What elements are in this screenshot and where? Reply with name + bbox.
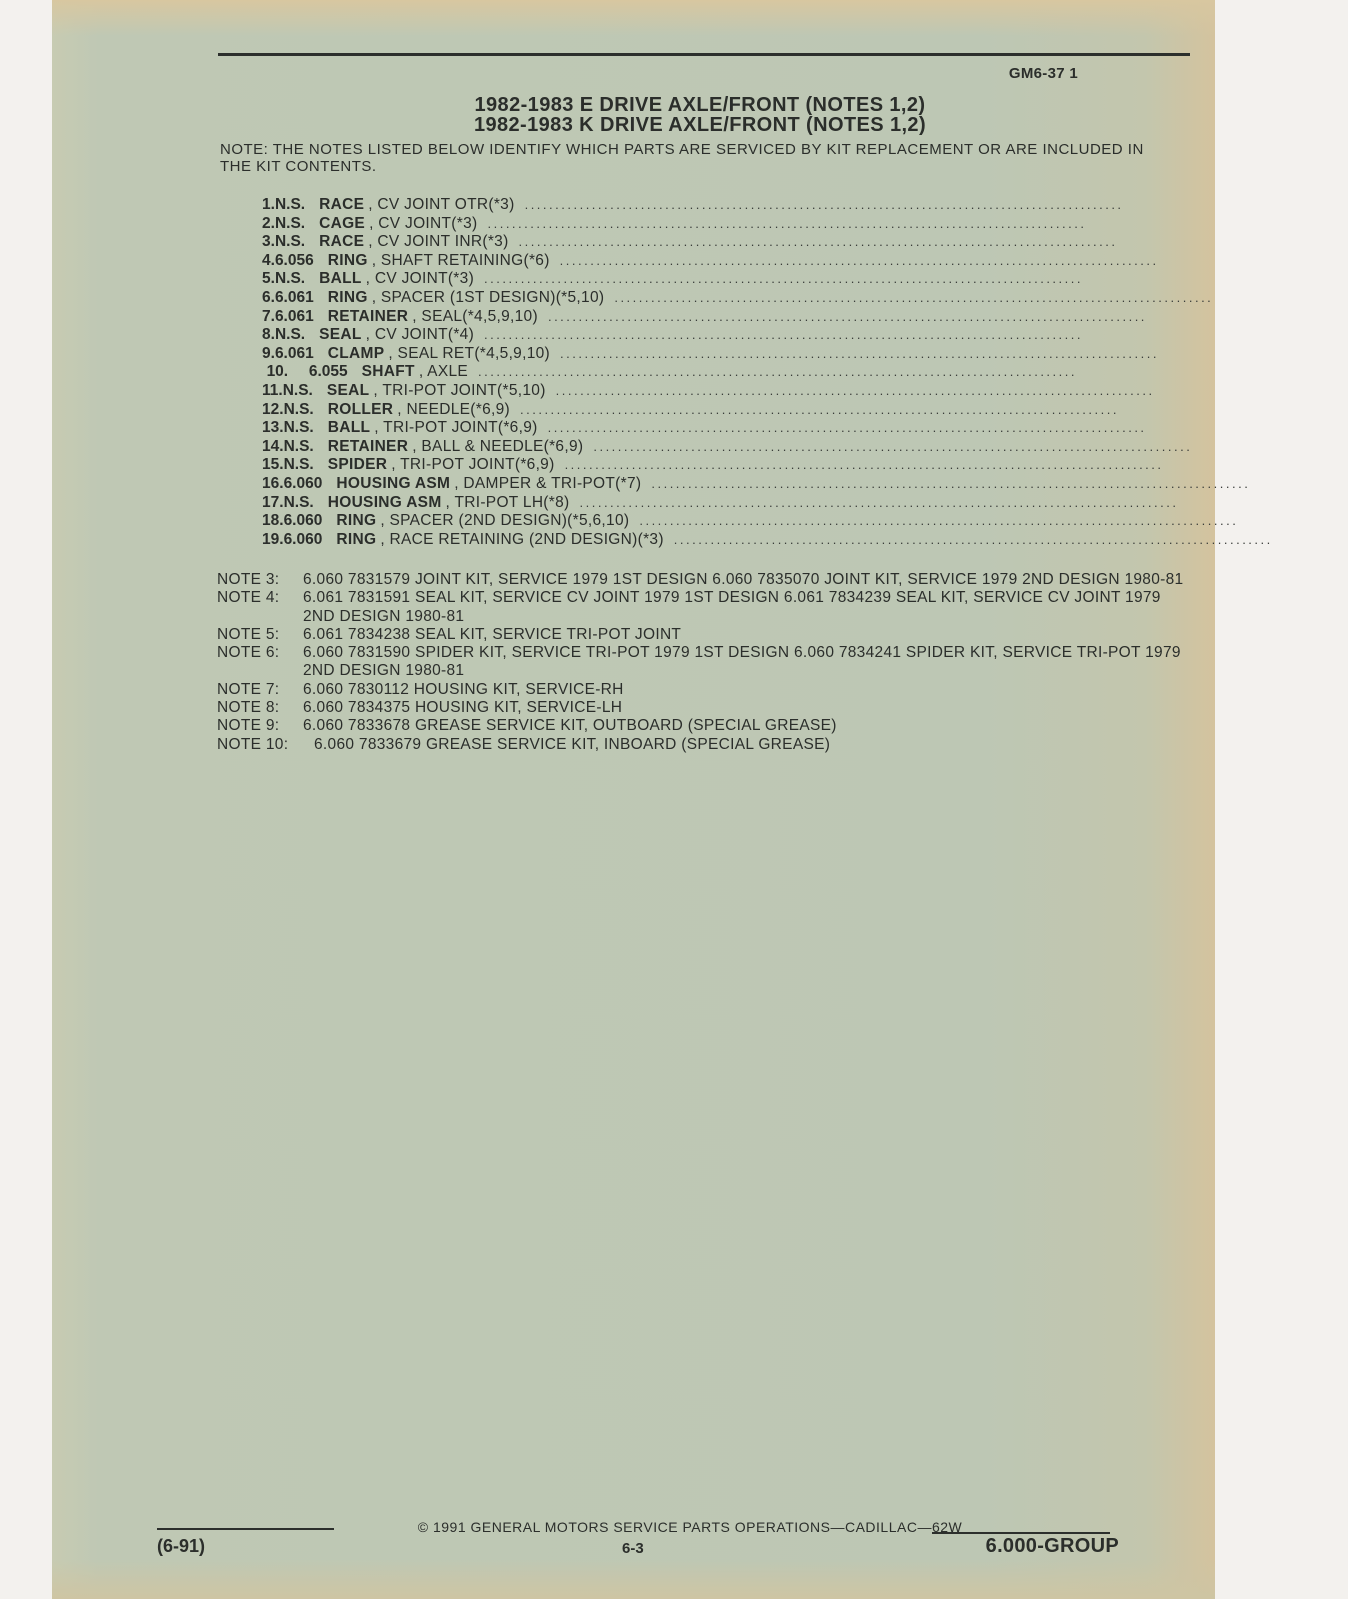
- dot-leader: ..................................................................................................: [524, 197, 1124, 212]
- part-name: SEAL: [326, 381, 370, 399]
- note-text: 6.060 7831579 JOINT KIT, SERVICE 1979 1ST DESIGN 6.060 7835070 JOINT KIT, SERVICE 1979 2ND DESIGN 1980-81: [303, 571, 1184, 588]
- note-item: [217, 644, 1192, 681]
- intro-note: NOTE: THE NOTES LISTED BELOW IDENTIFY WHICH PARTS ARE SERVICED BY KIT REPLACEMENT OR ARE INCLUDED IN THE KIT CONTENTS.: [220, 141, 1144, 175]
- footer-date-code: (6-91): [157, 1536, 206, 1556]
- part-row: [262, 363, 1077, 382]
- part-description: , DAMPER & TRI-POT(*7): [454, 474, 642, 492]
- part-name: BALL: [319, 270, 362, 288]
- part-row: [262, 512, 1239, 531]
- part-group: 6.060: [283, 530, 323, 548]
- note-label: NOTE 6:: [217, 644, 280, 662]
- part-row: [262, 288, 1214, 308]
- part-number: 15.: [262, 456, 284, 474]
- part-description: , TRI-POT JOINT(*6,9): [391, 456, 555, 474]
- part-row: [262, 474, 1251, 494]
- part-description: , SEAL RET(*4,5,9,10): [388, 344, 550, 362]
- dot-leader: ..................................................................................................: [478, 364, 1077, 380]
- note-item: [217, 571, 1192, 589]
- note-item: [217, 736, 1192, 754]
- dot-leader: ..................................................................................................: [547, 420, 1147, 436]
- part-description: , BALL & NEEDLE(*6,9): [412, 437, 584, 455]
- dot-leader: ..................................................................................................: [614, 289, 1214, 305]
- part-description: , NEEDLE(*6,9): [397, 400, 510, 418]
- part-group: N.S.: [282, 381, 313, 399]
- title-line-1: 1982-1983 E DRIVE AXLE/FRONT (NOTES 1,2): [474, 94, 926, 116]
- note-label: NOTE 4:: [217, 589, 280, 607]
- note-text: 6.061 7834238 SEAL KIT, SERVICE TRI-POT JOINT: [303, 625, 682, 643]
- footer-group: 6.000-GROUP: [985, 1535, 1119, 1557]
- part-number: 12.: [262, 400, 284, 418]
- note-text: 6.060 7833679 GREASE SERVICE KIT, INBOARD (SPECIAL GREASE): [314, 735, 831, 753]
- part-row: [262, 400, 1119, 420]
- part-description: , SPACER (1ST DESIGN)(*5,10): [371, 288, 605, 306]
- footer-rule-left: [157, 1528, 334, 1530]
- part-group: 6.055: [308, 363, 348, 381]
- dot-leader: ..................................................................................................: [518, 234, 1118, 250]
- part-row: [262, 307, 1147, 327]
- part-row: [262, 214, 1087, 234]
- note-label: NOTE 8:: [217, 699, 280, 717]
- part-group: N.S.: [283, 493, 314, 511]
- part-name: CLAMP: [327, 344, 385, 362]
- part-group: N.S.: [274, 214, 306, 232]
- dot-leader: ..................................................................................................: [484, 271, 1083, 287]
- part-name: ROLLER: [327, 400, 394, 418]
- part-description: , AXLE: [418, 363, 469, 381]
- part-description: , SHAFT RETAINING(*6): [371, 251, 550, 269]
- part-number: 3.: [262, 233, 275, 251]
- part-description: , CV JOINT(*4): [365, 326, 475, 344]
- part-number: 9.: [262, 344, 275, 362]
- part-row: [262, 326, 1084, 345]
- part-row: [262, 419, 1147, 438]
- part-row: [262, 344, 1159, 364]
- note-text: 6.061 7831591 SEAL KIT, SERVICE CV JOINT 1979 1ST DESIGN 6.061 7834239 SEAL KIT, SERVICE CV JOINT 1979 2ND DESIGN 1980-81: [303, 589, 1161, 625]
- dot-leader: ..................................................................................................: [564, 457, 1164, 473]
- part-number: 18.: [262, 512, 284, 530]
- part-group: 6.061: [274, 288, 314, 306]
- part-group: N.S.: [283, 419, 314, 437]
- footer-page-number: 6-3: [622, 1540, 644, 1557]
- note-label: NOTE 5:: [217, 625, 280, 643]
- part-name: SEAL: [319, 326, 362, 344]
- part-number: 11.: [262, 381, 283, 399]
- part-group: N.S.: [274, 326, 306, 344]
- note-label: NOTE 3:: [217, 571, 280, 588]
- note-item: [217, 717, 1192, 735]
- dot-leader: ..................................................................................................: [547, 308, 1147, 324]
- part-row: [262, 493, 1179, 513]
- dot-leader: ..................................................................................................: [579, 494, 1179, 510]
- part-number: 19.: [262, 530, 284, 548]
- part-name: RING: [327, 288, 368, 306]
- note-item: [217, 699, 1192, 717]
- part-number: 16.: [262, 474, 284, 492]
- note-item: [217, 589, 1192, 626]
- top-rule: [218, 53, 1190, 56]
- part-name: RING: [327, 251, 368, 269]
- note-label: NOTE 10:: [217, 735, 289, 753]
- part-name: SPIDER: [327, 456, 388, 474]
- part-description: , CV JOINT(*3): [365, 270, 475, 288]
- part-group: 6.056: [274, 251, 314, 269]
- part-name: HOUSING ASM: [327, 493, 442, 511]
- part-row: [262, 233, 1118, 252]
- part-description: , CV JOINT INR(*3): [368, 233, 509, 251]
- part-group: N.S.: [274, 196, 306, 213]
- part-group: 6.061: [274, 307, 314, 325]
- dot-leader: ..................................................................................................: [559, 252, 1159, 268]
- part-description: , CV JOINT OTR(*3): [368, 196, 515, 213]
- part-row: [262, 270, 1083, 289]
- part-number: 14.: [262, 437, 284, 455]
- part-number: 2.: [262, 214, 275, 232]
- part-row: [262, 437, 1193, 457]
- part-number: 8.: [262, 326, 275, 344]
- note-item: [217, 626, 1192, 644]
- part-name: BALL: [327, 419, 371, 437]
- part-number: 6.: [262, 288, 275, 306]
- dot-leader: ..................................................................................................: [560, 345, 1159, 361]
- part-group: N.S.: [283, 456, 314, 474]
- page-id: GM6-37 1: [1008, 65, 1078, 82]
- note-label: NOTE 7:: [217, 680, 280, 698]
- note-label: NOTE 9:: [217, 717, 280, 735]
- notes-list: [217, 571, 1192, 754]
- part-description: , TRI-POT JOINT(*6,9): [374, 419, 538, 437]
- part-name: RACE: [319, 233, 365, 251]
- dot-leader: ..................................................................................................: [673, 531, 1273, 547]
- footer-copyright: © 1991 GENERAL MOTORS SERVICE PARTS OPERATIONS—CADILLAC—62W: [417, 1519, 963, 1535]
- part-number: 17.: [262, 493, 284, 511]
- part-number: 4.: [262, 251, 275, 269]
- part-name: HOUSING ASM: [336, 474, 451, 492]
- note-text: 6.060 7831590 SPIDER KIT, SERVICE TRI-POT 1979 1ST DESIGN 6.060 7834241 SPIDER KIT, SERVICE TRI-POT 1979 2ND DESIGN 1980-81: [303, 644, 1181, 680]
- note-item: [217, 681, 1192, 699]
- part-group: N.S.: [283, 400, 314, 418]
- part-row: [262, 456, 1164, 475]
- dot-leader: ..................................................................................................: [593, 438, 1193, 454]
- dot-leader: ..................................................................................................: [484, 327, 1084, 343]
- part-group: N.S.: [274, 270, 306, 288]
- dot-leader: ..................................................................................................: [651, 475, 1251, 491]
- part-number: 1.: [262, 196, 275, 213]
- note-text: 6.060 7830112 HOUSING KIT, SERVICE-RH: [303, 680, 624, 698]
- part-row: [262, 251, 1159, 271]
- part-row: [262, 381, 1155, 401]
- document-page: [52, 0, 1273, 1599]
- dot-leader: ..................................................................................................: [520, 401, 1119, 417]
- note-text: 6.060 7834375 HOUSING KIT, SERVICE-LH: [303, 699, 623, 717]
- part-description: , SEAL(*4,5,9,10): [412, 307, 538, 325]
- part-description: , RACE RETAINING (2ND DESIGN)(*3): [380, 530, 664, 548]
- note-text: 6.060 7833678 GREASE SERVICE KIT, OUTBOARD (SPECIAL GREASE): [303, 717, 837, 735]
- part-description: , TRI-POT LH(*8): [445, 493, 570, 511]
- part-name: RETAINER: [327, 437, 409, 455]
- part-row: [262, 530, 1273, 550]
- part-description: , SPACER (2ND DESIGN)(*5,6,10): [380, 512, 630, 530]
- part-group: 6.060: [283, 512, 323, 530]
- part-number: 5.: [262, 270, 275, 288]
- part-description: , TRI-POT JOINT(*5,10): [373, 381, 546, 399]
- parts-list: [262, 196, 1273, 549]
- part-name: RACE: [319, 196, 365, 213]
- part-name: RING: [336, 512, 377, 530]
- dot-leader: ..................................................................................................: [487, 215, 1087, 231]
- part-number: 10.: [266, 363, 289, 381]
- part-number: 7.: [262, 307, 275, 325]
- part-name: SHAFT: [361, 363, 415, 381]
- part-name: CAGE: [319, 214, 366, 232]
- part-group: 6.060: [283, 474, 323, 492]
- part-group: N.S.: [274, 233, 306, 251]
- dot-leader: ..................................................................................................: [639, 513, 1239, 529]
- part-group: N.S.: [283, 437, 314, 455]
- part-name: RING: [336, 530, 377, 548]
- part-group: 6.061: [274, 344, 314, 362]
- dot-leader: ..................................................................................................: [555, 382, 1155, 398]
- title-line-2: 1982-1983 K DRIVE AXLE/FRONT (NOTES 1,2): [473, 114, 927, 136]
- part-name: RETAINER: [327, 307, 409, 325]
- part-row: [262, 196, 1124, 215]
- part-number: 13.: [262, 419, 284, 437]
- part-description: , CV JOINT(*3): [369, 214, 478, 232]
